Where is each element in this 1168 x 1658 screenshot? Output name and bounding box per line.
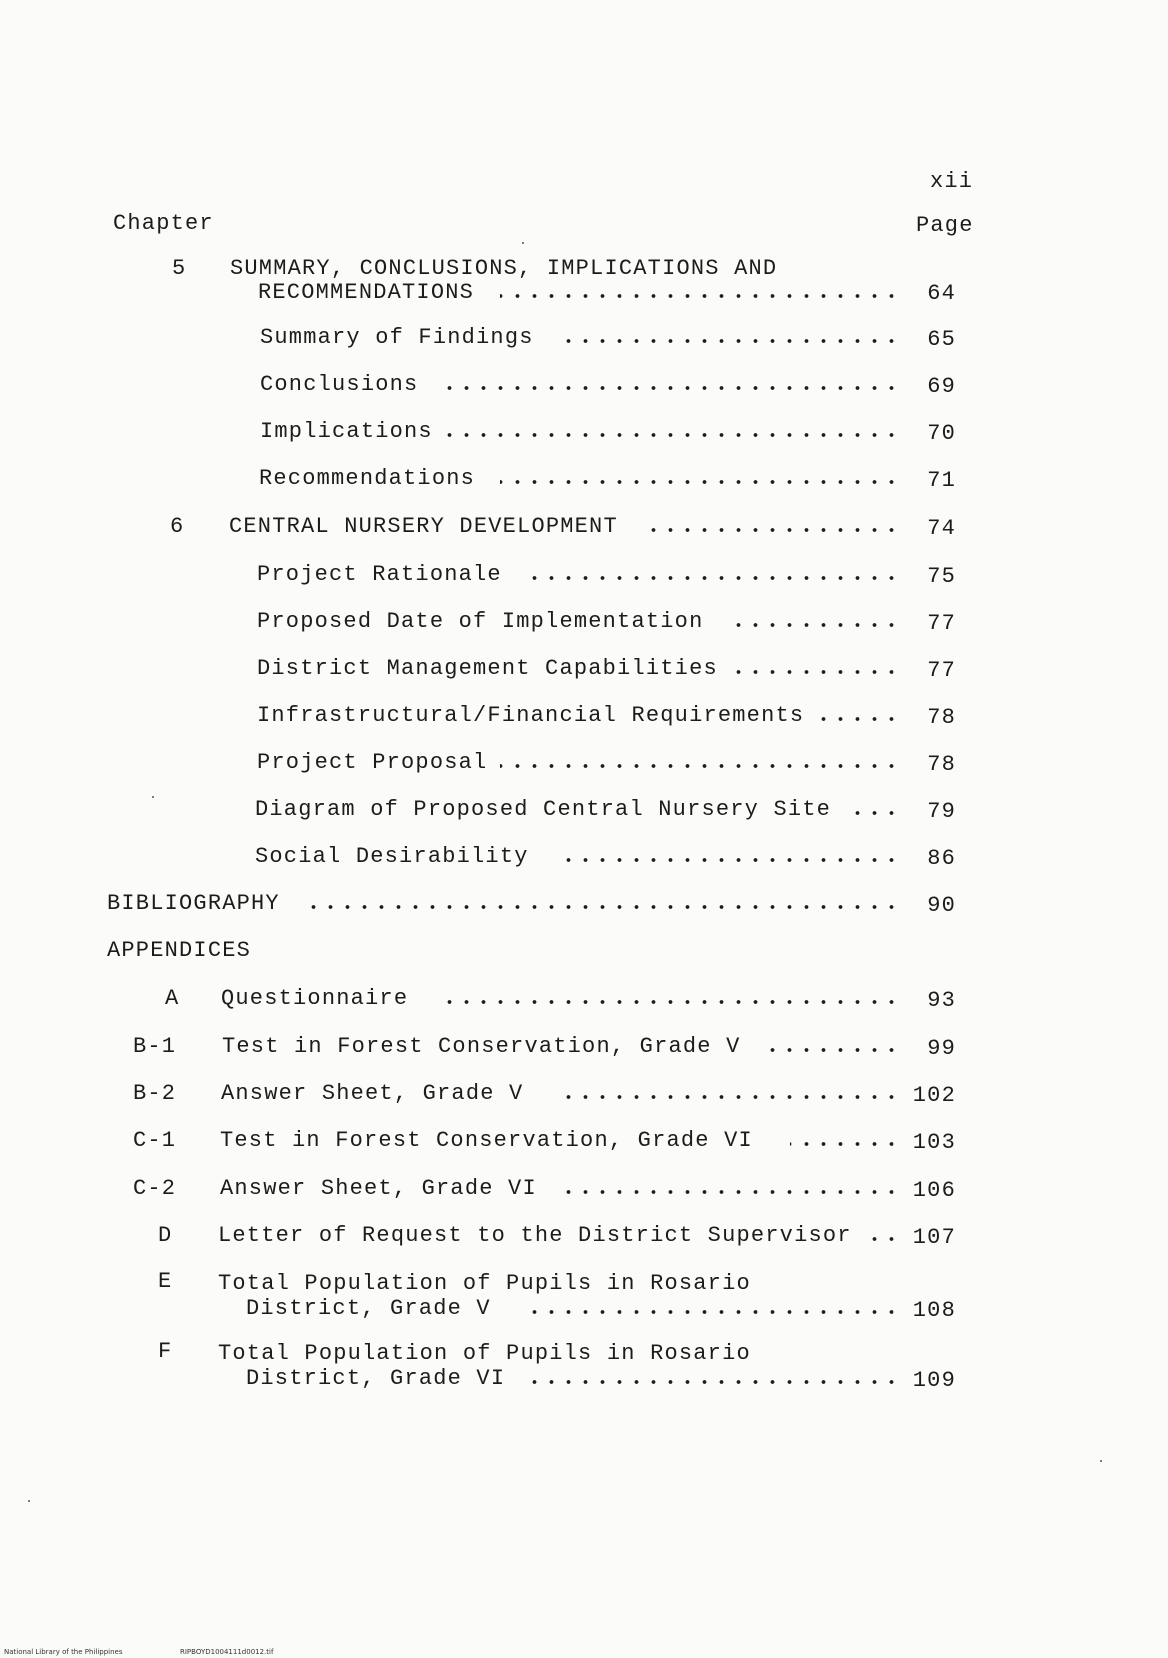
- dot-leader: [530, 575, 900, 581]
- appendices-heading: APPENDICES: [107, 938, 252, 963]
- dot-leader: [820, 716, 900, 722]
- dot-leader: [500, 479, 900, 485]
- dot-leader: [440, 385, 900, 391]
- dot-leader: [560, 338, 900, 344]
- chapter-title: CENTRAL NURSERY DEVELOPMENT: [229, 514, 618, 539]
- dot-leader: [555, 1094, 900, 1100]
- bibliography-heading: BIBLIOGRAPHY: [107, 891, 280, 916]
- chapter-number: 6: [170, 514, 185, 539]
- dot-leader: [560, 857, 900, 863]
- appendix-label: B-1: [133, 1034, 177, 1059]
- section-title: Project Proposal: [257, 750, 488, 775]
- appendix-title: Questionnaire: [221, 986, 409, 1011]
- page-ref: 71: [927, 468, 956, 493]
- appendix-label: B-2: [133, 1081, 177, 1106]
- chapter-number: 5: [172, 256, 187, 281]
- appendix-label: A: [165, 986, 180, 1011]
- page-ref: 78: [927, 752, 956, 777]
- section-title: Proposed Date of Implementation: [257, 609, 704, 634]
- page-ref: 102: [912, 1083, 956, 1108]
- footer-file-id: RIPBOYD1004111d0012.tif: [180, 1648, 274, 1656]
- page-ref: 86: [927, 846, 956, 871]
- appendix-label: D: [158, 1223, 173, 1248]
- section-title: Social Desirability: [255, 844, 529, 869]
- appendix-title: Answer Sheet, Grade V: [221, 1081, 524, 1106]
- dot-leader: [640, 527, 900, 533]
- section-title: Conclusions: [260, 372, 419, 397]
- dot-leader: [520, 1309, 900, 1315]
- page-ref: 65: [927, 327, 956, 352]
- page-ref: 78: [927, 705, 956, 730]
- page-ref: 79: [927, 799, 956, 824]
- scan-speck: [152, 796, 154, 798]
- appendix-title-continued: District, Grade V: [246, 1296, 491, 1321]
- page-ref: 106: [912, 1178, 956, 1203]
- chapter-title: SUMMARY, CONCLUSIONS, IMPLICATIONS AND: [230, 256, 778, 281]
- chapter-title-continued: RECOMMENDATIONS: [258, 280, 475, 305]
- page-column-header: Page: [916, 213, 974, 238]
- page-ref: 93: [927, 988, 956, 1013]
- page-ref: 69: [927, 374, 956, 399]
- appendix-title: Total Population of Pupils in Rosario: [218, 1271, 751, 1296]
- appendix-title: Answer Sheet, Grade VI: [220, 1176, 537, 1201]
- scan-speck: [1100, 1460, 1102, 1462]
- dot-leader: [500, 763, 900, 769]
- dot-leader: [725, 669, 900, 675]
- dot-leader: [300, 904, 900, 910]
- appendix-label: C-1: [133, 1128, 177, 1153]
- dot-leader: [790, 1141, 900, 1147]
- section-title: Project Rationale: [257, 562, 502, 587]
- dot-leader: [770, 1047, 900, 1053]
- section-title: District Management Capabilities: [257, 656, 718, 681]
- scan-speck: [522, 242, 524, 244]
- appendix-title: Total Population of Pupils in Rosario: [218, 1341, 751, 1366]
- appendix-label: E: [158, 1269, 173, 1294]
- dot-leader: [500, 293, 900, 299]
- chapter-column-header: Chapter: [113, 211, 214, 236]
- dot-leader: [555, 1189, 900, 1195]
- page-ref: 99: [927, 1036, 956, 1061]
- appendix-label: F: [158, 1339, 173, 1364]
- section-title: Diagram of Proposed Central Nursery Site: [255, 797, 832, 822]
- page-ref: 64: [927, 281, 956, 306]
- page-ref: 77: [927, 658, 956, 683]
- page-ref: 109: [912, 1368, 956, 1393]
- page-ref: 103: [912, 1130, 956, 1155]
- page-ref: 77: [927, 611, 956, 636]
- page-ref: 74: [927, 516, 956, 541]
- section-title: Summary of Findings: [260, 325, 534, 350]
- section-title: Recommendations: [259, 466, 476, 491]
- page-ref: 90: [927, 893, 956, 918]
- dot-leader: [735, 622, 900, 628]
- dot-leader: [855, 810, 900, 816]
- footer-library-credit: National Library of the Philippines: [4, 1648, 123, 1656]
- page-ref: 75: [927, 564, 956, 589]
- page-ref: 108: [912, 1298, 956, 1323]
- appendix-title: Test in Forest Conservation, Grade VI: [220, 1128, 753, 1153]
- appendix-title-continued: District, Grade VI: [246, 1366, 506, 1391]
- page-number: xii: [930, 169, 974, 194]
- appendix-label: C-2: [133, 1176, 177, 1201]
- section-title: Implications: [260, 419, 433, 444]
- dot-leader: [440, 432, 900, 438]
- appendix-title: Letter of Request to the District Supervisor: [218, 1223, 852, 1248]
- appendix-title: Test in Forest Conservation, Grade V: [222, 1034, 741, 1059]
- page-ref: 70: [927, 421, 956, 446]
- page-ref: 107: [912, 1225, 956, 1250]
- dot-leader: [530, 1379, 900, 1385]
- dot-leader: [870, 1236, 900, 1242]
- scan-speck: [28, 1500, 30, 1502]
- section-title: Infrastructural/Financial Requirements: [257, 703, 805, 728]
- dot-leader: [445, 999, 900, 1005]
